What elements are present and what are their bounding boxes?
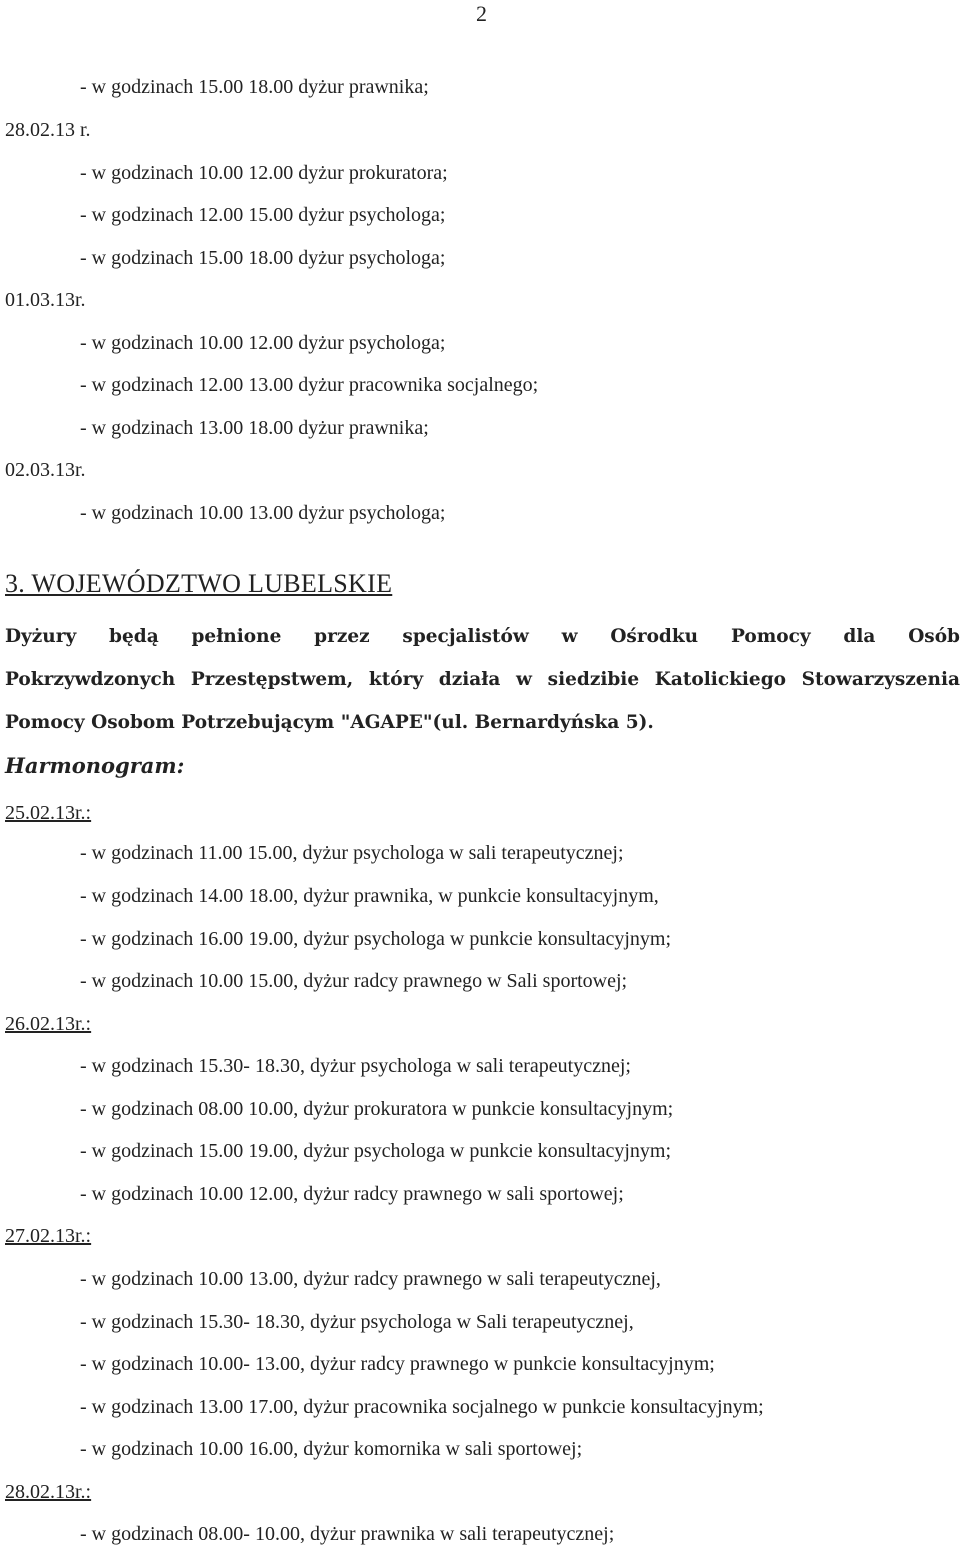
schedule-date: 27.02.13r.: (5, 1225, 92, 1247)
schedule-date: 25.02.13r.: (5, 802, 92, 824)
intro-line: Pokrzywdzonych Przestępstwem, który działa w siedzibie Katolickiego Stowarzyszenia (5, 669, 960, 690)
schedule-date: 28.02.13 r. (5, 119, 91, 141)
schedule-item: - w godzinach 10.00 15.00, dyżur radcy prawnego w Sali sportowej; (80, 970, 628, 992)
schedule-item: - w godzinach 12.00 13.00 dyżur pracownika socjalnego; (80, 374, 539, 396)
intro-line: Dyżury będą pełnione przez specjalistów w Ośrodku Pomocy dla Osób (5, 626, 960, 647)
schedule-item: - w godzinach 10.00 13.00 dyżur psychologa; (80, 502, 446, 524)
schedule-item: - w godzinach 15.00 18.00 dyżur prawnika; (80, 76, 429, 98)
schedule-date: 01.03.13r. (5, 289, 86, 311)
page-number: 2 (476, 1, 487, 26)
schedule-item: - w godzinach 10.00 16.00, dyżur komornika w sali sportowej; (80, 1438, 583, 1460)
schedule-item: - w godzinach 13.00 17.00, dyżur pracownika socjalnego w punkcie konsultacyjnym; (80, 1396, 764, 1418)
schedule-item: - w godzinach 12.00 15.00 dyżur psychologa; (80, 204, 446, 226)
schedule-item: - w godzinach 13.00 18.00 dyżur prawnika; (80, 417, 429, 439)
harmonogram-label: Harmonogram: (5, 753, 185, 778)
schedule-item: - w godzinach 08.00 10.00, dyżur prokuratora w punkcie konsultacyjnym; (80, 1098, 674, 1120)
intro-line: Pomocy Osobom Potrzebującym "AGAPE"(ul. Bernardyńska 5). (5, 712, 654, 733)
schedule-item: - w godzinach 15.00 19.00, dyżur psychologa w punkcie konsultacyjnym; (80, 1140, 671, 1162)
schedule-item: - w godzinach 11.00 15.00, dyżur psychologa w sali terapeutycznej; (80, 842, 624, 864)
schedule-item: - w godzinach 10.00 12.00 dyżur prokuratora; (80, 162, 448, 184)
schedule-date: 26.02.13r.: (5, 1013, 92, 1035)
schedule-item: - w godzinach 08.00- 10.00, dyżur prawnika w sali terapeutycznej; (80, 1523, 615, 1545)
schedule-date: 02.03.13r. (5, 459, 86, 481)
schedule-item: - w godzinach 16.00 19.00, dyżur psychologa w punkcie konsultacyjnym; (80, 928, 671, 950)
schedule-item: - w godzinach 10.00- 13.00, dyżur radcy prawnego w punkcie konsultacyjnym; (80, 1353, 715, 1375)
schedule-item: - w godzinach 15.30- 18.30, dyżur psychologa w sali terapeutycznej; (80, 1055, 631, 1077)
schedule-item: - w godzinach 14.00 18.00, dyżur prawnika, w punkcie konsultacyjnym, (80, 885, 659, 907)
schedule-item: - w godzinach 15.30- 18.30, dyżur psychologa w Sali terapeutycznej, (80, 1311, 634, 1333)
schedule-item: - w godzinach 10.00 13.00, dyżur radcy prawnego w sali terapeutycznej, (80, 1268, 661, 1290)
schedule-item: - w godzinach 15.00 18.00 dyżur psychologa; (80, 247, 446, 269)
section-heading: 3. WOJEWÓDZTWO LUBELSKIE (5, 569, 393, 598)
schedule-date: 28.02.13r.: (5, 1481, 92, 1503)
schedule-item: - w godzinach 10.00 12.00, dyżur radcy prawnego w sali sportowej; (80, 1183, 624, 1205)
schedule-item: - w godzinach 10.00 12.00 dyżur psychologa; (80, 332, 446, 354)
